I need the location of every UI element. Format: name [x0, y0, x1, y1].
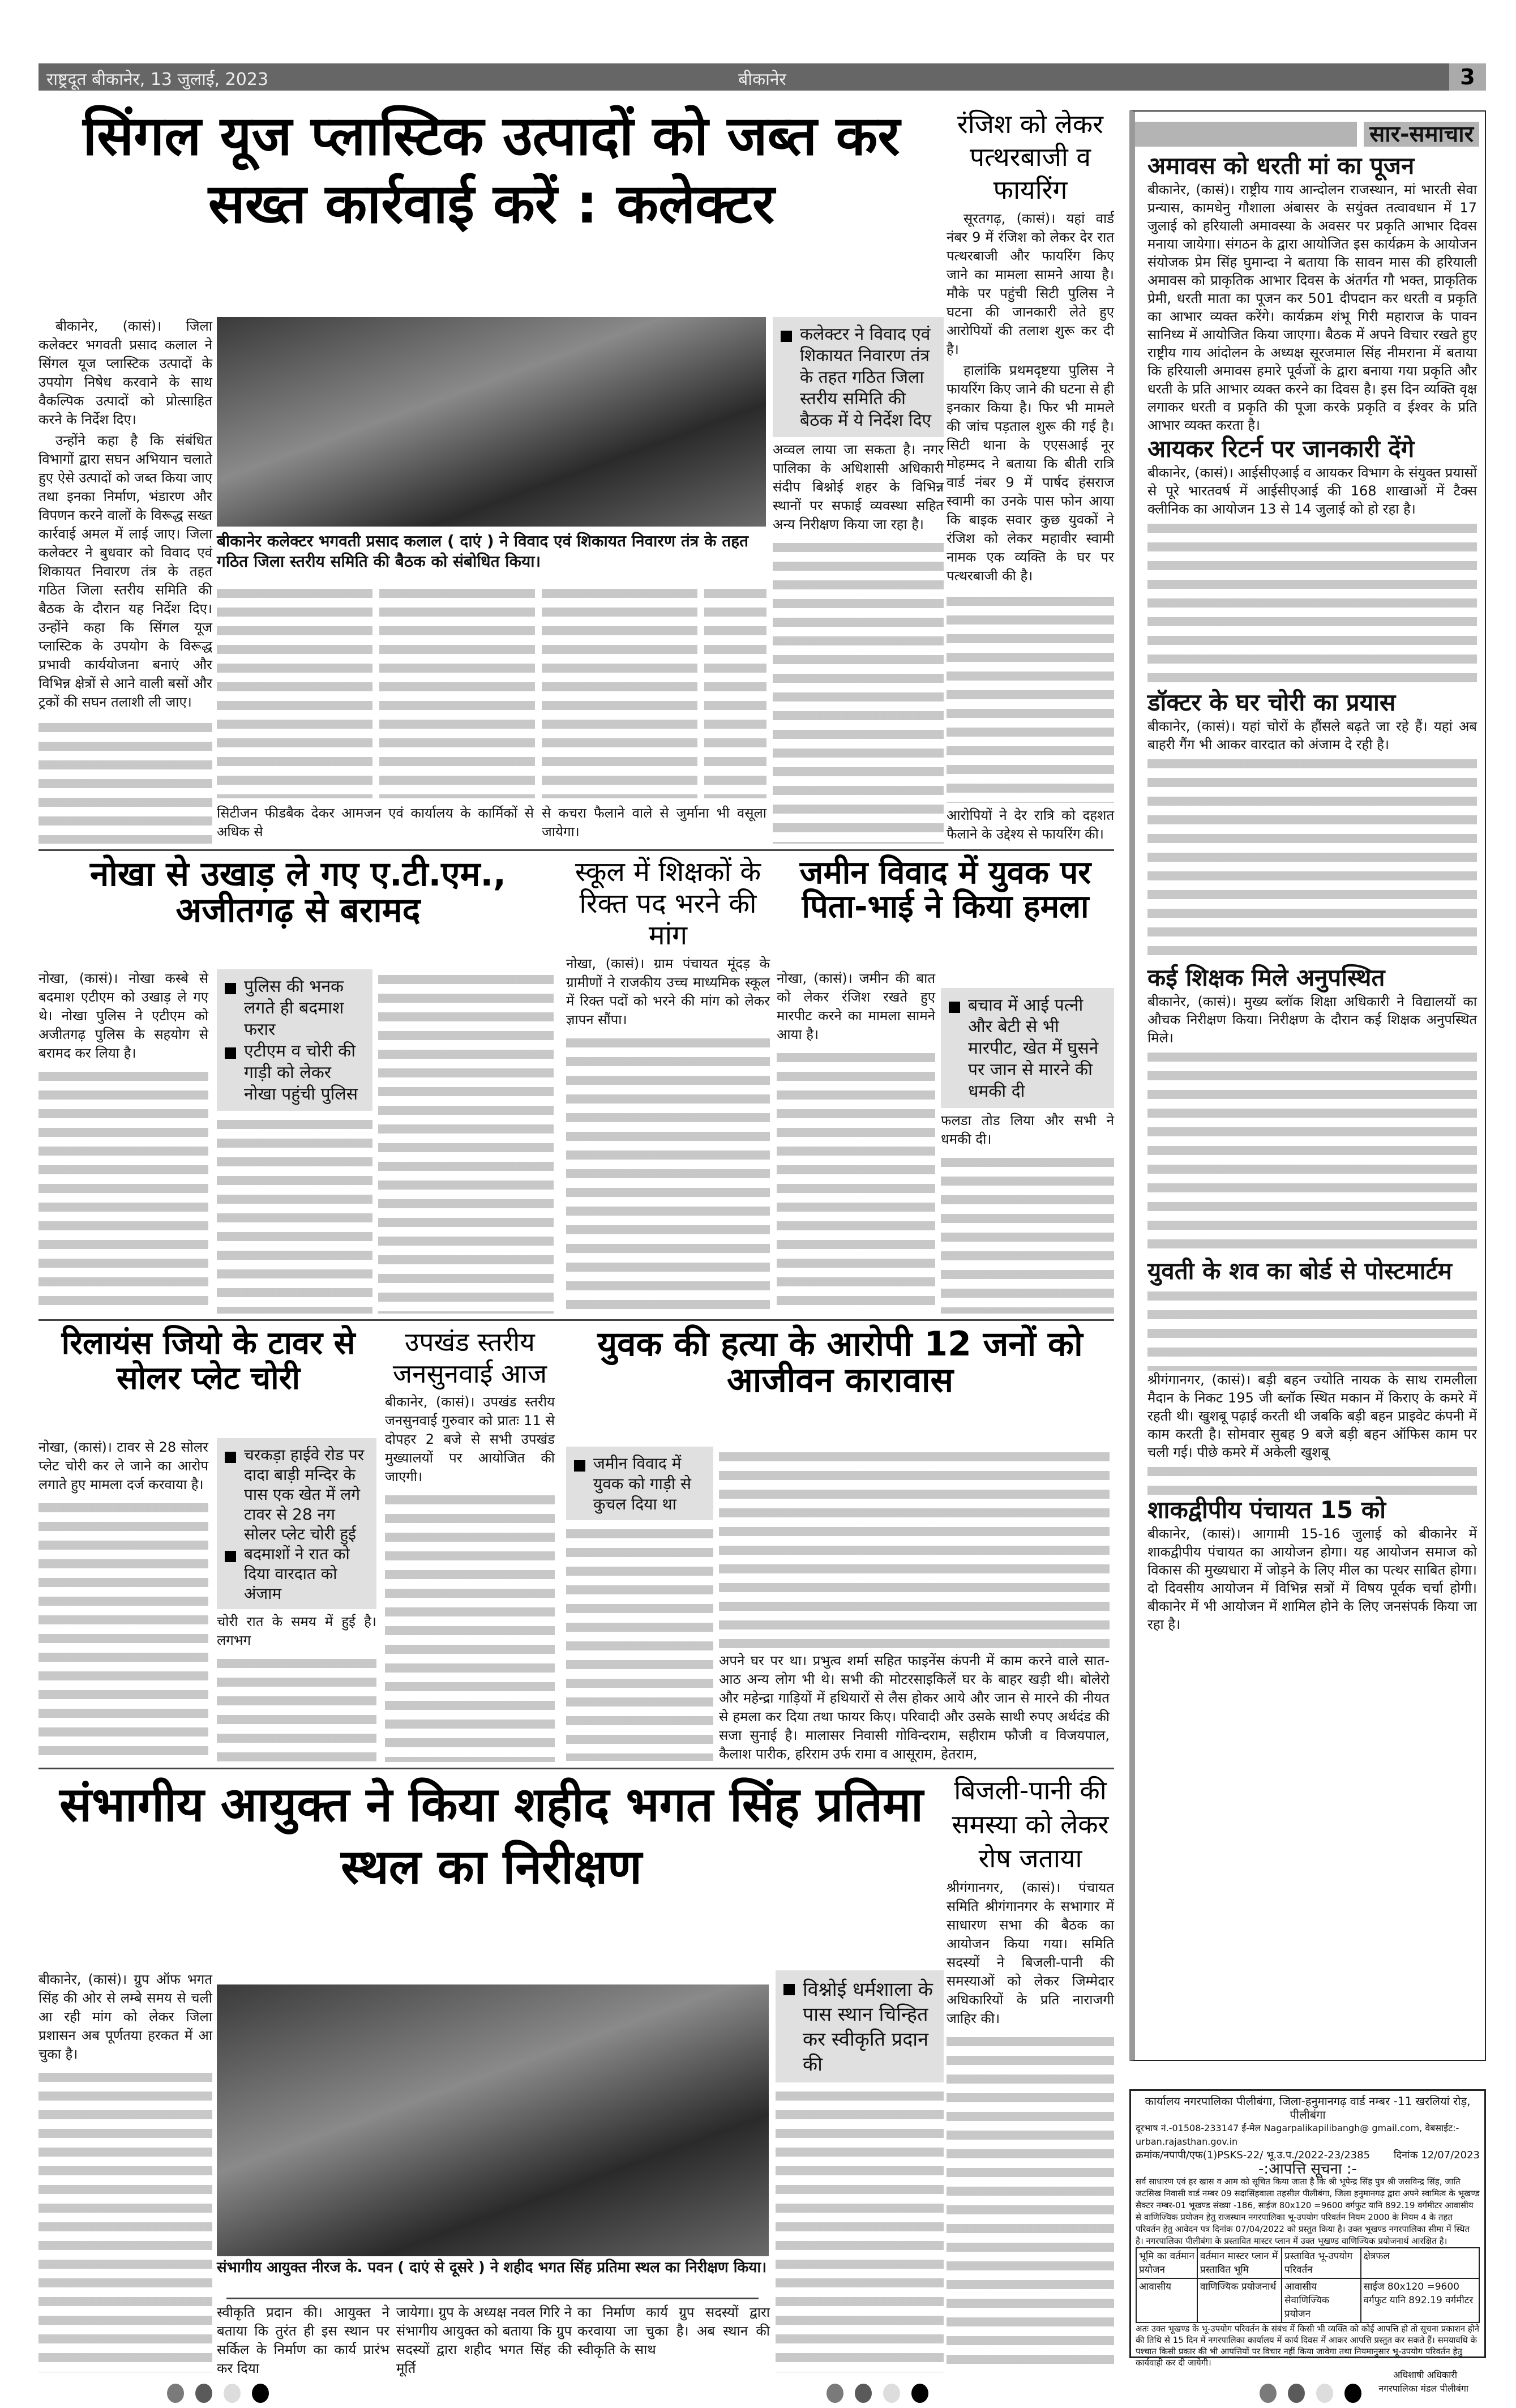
divider: [38, 849, 1114, 851]
hearing-body: बीकानेर, (कासं)। उपखंड स्तरीय जनसुनवाई गुरुवार को प्रातः 11 से दोपहर 2 बजे से सभी उपखंड मुख्यालयों पर आयोजित की जाएगी।: [385, 1394, 555, 1485]
jio-highlight: बदमाशों ने रात को दिया वारदात को अंजाम: [244, 1545, 350, 1603]
table-header: वर्तमान मास्टर प्लान में प्रस्तावित भूमि: [1197, 2248, 1282, 2278]
commissioner-highlight-box: [776, 1970, 944, 2082]
nokha-highlight: पुलिस की भनक लगते ही बदमाश फरार: [244, 977, 344, 1040]
registration-dot: [1288, 2384, 1305, 2403]
nokha-highlight-box: [217, 969, 372, 1111]
land-body: नोखा, (कासं)। जमीन की बात को लेकर रंजिश रखते हुए मारपीट करने का मामला सामने आया है।: [777, 970, 935, 1042]
lead-highlight-box: [773, 317, 944, 437]
text-column: [385, 1490, 555, 1762]
brief-headline: युवती के शव का बोर्ड से पोस्टमार्टम: [1147, 1257, 1452, 1285]
brief-body: श्रीगंगानगर, (कासं)। बड़ी बहन ज्योति नायक के साथ रामलीला मैदान के निकट 195 जी ब्लॉक स्थित मकान में किराए के कमरे में रहती थी। खुशबू पढ़ाई करती थी जबकि बड़ी बहन प्राइवेट कंपनी में काम करती है। सोमवार सुबह 9 बजे बड़ी बहन ऑफिस काम पर चली गई। पीछे कमरे में अकेली खुशबू: [1147, 1372, 1477, 1460]
murder-highlight: जमीन विवाद में युवक को गाड़ी से कुचल दिया था: [593, 1454, 691, 1513]
firing-paragraph: सूरतगढ़, (कासं)। यहां वार्ड नंबर 9 में रंजिश को लेकर देर रात पत्थरबाजी और फायरिंग किए जाने का मामला सामने आया है। मौके पर पहुंची सिटी पुलिस ने घटना की जानकारी लेते हुए आरोपियों की तलाश शुरू कर दी है।: [947, 211, 1114, 357]
text-column: [1147, 1047, 1477, 1256]
registration-dot: [826, 2384, 843, 2403]
text-column: [1147, 518, 1477, 688]
lead-paragraph: उन्होंने कहा है कि संबंधित विभागों द्वारा सघन अभियान चलाते हुए ऐसे उत्पादों को जब्त किया जाए तथा इनका निर्माण, भंडारण और विपणन करने वालों के विरूद्ध सख्त कार्रवाई अमल में लाई जाए। जिला कलेक्टर ने बुधवार को विवाद एवं शिकायत निवारण तंत्र के तहत गठित जिला स्तरीय समिति की बैठक के दौरान यह निर्देश दिए। उन्होंने कहा कि सिंगल यूज प्लास्टिक के उपयोग के विरूद्ध प्रभावी कार्ययोजना बनाएं और विभिन्न क्षेत्रों से आने वाली बसों और ट्रकों की सघन तलाशी ली जाए।: [38, 433, 212, 710]
text-column: [947, 2031, 1114, 2372]
bullet-square-icon: [574, 1460, 585, 1472]
jio-body: नोखा, (कासं)। टावर से 28 सोलर प्लेट चोरी कर ले जाने का आरोप लगाते हुए मामला दर्ज करवाया है।: [38, 1439, 208, 1492]
text-column: [379, 583, 535, 798]
bullet-square-icon: [949, 1002, 960, 1013]
lead-body-bottom: सिटीजन फीडबैक देकर आमजन एवं कार्यालय के कार्मिकों से अधिक से: [217, 805, 534, 840]
land-headline: जमीन विवाद में युवक पर पिता-भाई ने किया हमला: [799, 854, 1091, 925]
firing-paragraph: आरोपियों ने देर रात्रि को दहशत फैलाने के उद्देश्य से फायरिंग की।: [947, 807, 1114, 842]
text-column: [1147, 1461, 1477, 1495]
land-column-2: [941, 988, 1114, 1314]
jio-column-1: [38, 1438, 208, 1761]
lead-body-right: अव्वल लाया जा सकता है। नगर पालिका के अधिशासी अधिकारी संदीप बिश्नोई शहर के विभिन्न स्थानों पर सफाई व्यवस्था सहित अन्य निरीक्षण किया जा रहा है।: [773, 442, 944, 532]
registration-dot: [224, 2384, 241, 2403]
news-brief-sidebar: [1129, 110, 1486, 2061]
nokha-highlight: एटीएम व चोरी की गाड़ी को लेकर नोखा पहुंची पुलिस: [244, 1041, 358, 1104]
registration-dot: [883, 2384, 900, 2403]
page-number: 3: [1449, 63, 1486, 91]
brief-body: बीकानेर, (कासं)। आईसीएआई व आयकर विभाग के संयुक्त प्रयासों से पूरे भारतवर्ष में आईसीएआई की 168 शाखाओं में टैक्स क्लीनिक का आयोजन 13 से 14 जुलाई को हो रहा है।: [1147, 465, 1477, 517]
firing-paragraph: हालांकि प्रथमदृष्टया पुलिस ने फायरिंग किए जाने की घटना से ही इनकार किया है। फिर भी मामले की जांच पड़ताल शुरू की गई है। सिटी थाना के एएसआई नूर मोहम्मद ने बताया कि बीती रात्रि वार्ड नंबर 9 में पार्षद हंसराज स्वामी का उनके पास फोन आया कि बाइक सवार कुछ युवकों ने रंजिश को लेकर महावीर स्वामी नामक एक व्यक्ति के घर पर पत्थरबाजी की है।: [947, 362, 1114, 584]
nokha-column-2: [217, 969, 372, 1314]
jio-highlight-box: [217, 1438, 376, 1609]
text-column: [1147, 754, 1477, 963]
firing-column: [947, 108, 1114, 844]
text-column: [1147, 1286, 1477, 1371]
text-column: [542, 583, 697, 798]
brief-headline: डॉक्टर के घर चोरी का प्रयास: [1147, 688, 1396, 716]
registration-dot: [167, 2384, 184, 2403]
divider: [38, 1319, 1114, 1321]
table-header: भूमि का वर्तमान प्रयोजन: [1136, 2248, 1197, 2278]
registration-dot: [911, 2384, 928, 2403]
text-column: [38, 1066, 208, 1314]
murder-headline: युवक की हत्या के आरोपी 12 जनों को आजीवन कारावास: [597, 1324, 1083, 1400]
commissioner-headline: संभागीय आयुक्त ने किया शहीद भगत सिंह प्रतिमा स्थल का निरीक्षण: [59, 1777, 923, 1894]
nokha-headline: नोखा से उखाड़ ले गए ए.टी.एम., अजीतगढ़ से बरामद: [90, 854, 506, 930]
registration-dot: [252, 2384, 269, 2403]
notice-text: सर्व साधारण एवं हर खास व आम को सूचित किया जाता है कि श्री भूपेन्द्र सिंह पुत्र श्री जसविन्द्र सिंह, जाति जटसिख निवासी वार्ड नम्बर 09 सदासिंहवाला तहसील पीलीबंगा, जिला हनुमानगढ़ द्वारा अपने स्वामित्व के भूखण्ड सैक्टर नम्बर-01 भूखण्ड संख्या -186, साईज 80x120 =9600 वर्गफुट यानि 892.19 वर्गमीटर आवासीय से वाणिज्यिक प्रयोजन हेतु राजस्थान नगरपालिका भू-उपयोग परिवर्तन नियम 2000 के नियम 4 के तहत परिवर्तन हेतु आवेदन पत्र दिनांक 07/04/2022 को प्रस्तुत किया है। उक्त भूखण्ड नगरपालिका सीमा में स्थित है। नगरपालिका पीलीबंगा के प्रस्तावित मास्टर प्लान में उक्त भूखण्ड वाणिज्यिक प्रयोजनार्थ आरक्षित है।: [1136, 2176, 1480, 2246]
notice-date: दिनांक 12/07/2023: [1393, 2149, 1480, 2161]
jio-highlight: चरकड़ा हाईवे रोड पर दादा बाड़ी मन्दिर के पास एक खेत में लगे टावर से 28 नग सोलर प्लेट चोरी हुई: [244, 1445, 365, 1543]
commissioner-body-bottom: का निर्माण कार्य ग्रुप सदस्यों द्वारा करवाया जा चुका है। अब स्थान की स्वीकृति के साथ: [577, 2304, 770, 2358]
public-notice-ad: [1129, 2089, 1486, 2394]
text-column: [777, 1047, 935, 1314]
brief-body: बीकानेर, (कासं)। आगामी 15-16 जुलाई को बीकानेर में शाकद्वीपीय पंचायत का आयोजन होगा। यह आयोजन समाज को विकास की मुख्यधारा में जोड़ने के लिए मील का पत्थर साबित होगा। दो दिवसीय आयोजन में विभिन्न सत्रों में विषय पूर्वक चर्चा होगी। बीकानेर में भी आयोजन में शामिल होने के लिए जनसंपर्क किया जा रहा है।: [1147, 1526, 1477, 1632]
table-cell: आवासीय: [1136, 2278, 1197, 2323]
land-highlight-box: [941, 988, 1114, 1108]
sidebar-label: सार-समाचार: [1364, 122, 1479, 147]
firing-headline: रंजिश को लेकर पत्थरबाजी व फायरिंग: [957, 109, 1103, 205]
table-cell: आवासीय सेवाणिज्यिक प्रयोजन: [1282, 2278, 1361, 2323]
lead-paragraph: बीकानेर, (कासं)। जिला कलेक्टर भगवती प्रसाद कलाल ने सिंगल यूज प्लास्टिक उत्पादों के उपयोग निषेध करवाने के साथ वैकल्पिक उत्पादों को प्रोत्साहित करने के निर्देश दिए।: [38, 318, 212, 427]
school-column: [566, 856, 770, 1314]
land-column-1: [777, 969, 935, 1314]
hearing-column: [385, 1326, 555, 1762]
table-cell: साईज 80x120 =9600 वर्गफुट यानि 892.19 वर्गमीटर: [1361, 2278, 1479, 2323]
lead-photo-caption: बीकानेर कलेक्टर भगवती प्रसाद कलाल ( दाएं ) ने विवाद एवं शिकायत निवारण तंत्र के तहत गठित जिला स्तरीय समिति की बैठक को संबोधित किया।: [217, 532, 749, 571]
text-column: [38, 1498, 208, 1761]
brief-body: बीकानेर, (कासं)। मुख्य ब्लॉक शिक्षा अधिकारी ने विद्यालयों का औचक निरीक्षण किया। निरीक्षण के दौरान कई शिक्षक अनुपस्थित मिले।: [1147, 994, 1477, 1046]
lead-body-col1: [38, 317, 212, 844]
school-body: नोखा, (कासं)। ग्राम पंचायत मूंदड़ के ग्रामीणों ने राजकीय उच्च माध्यमिक स्कूल में रिक्त पदों को भरने की मांग को लेकर ज्ञापन सौंपा।: [566, 956, 770, 1028]
lead-body-bottom: से कचरा फैलाने वाले से जुर्माना भी वसूला जायेगा।: [542, 805, 766, 840]
brief-headline: कई शिक्षक मिले अनुपस्थित: [1147, 964, 1385, 991]
lead-highlight: कलेक्टर ने विवाद एवं शिकायत निवारण तंत्र के तहत गठित जिला स्तरीय समिति की बैठक में ये निर्देश दिए: [800, 324, 932, 430]
notice-ref: क्रमांक/नपापी/एफ(1)PSKS-22/ भू.उ.प./2022-23/2385: [1136, 2149, 1371, 2161]
land-body-after: फलडा तोड लिया और सभी ने धमकी दी।: [941, 1113, 1114, 1147]
power-column: [947, 1773, 1114, 2372]
murder-column-2: [719, 1447, 1110, 1764]
murder-body: अपने घर पर था। प्रभुत्व शर्मा सहित फाइनेंस कंपनी में काम करने वाले सात-आठ अन्य लोग भी थे। सभी की मोटरसाइकिलें घर के बाहर खड़ी थी। बोलेरो और महेन्द्रा गाड़ियों में हथियारों से लैस होकर आये और जान से मारने की नीयत से हमला कर दिया तथा फायर किए। परिवादी और उसके साथी रुपए अर्थदंड की सजा सुनाई है। मालासर निवासी गोविन्दराम, सहीराम फौजी व विजयपाल, कैलाश पारीक, हरिराम उर्फ रामा व आसूराम, हेतराम,: [719, 1653, 1110, 1762]
brief-headline: आयकर रिटर्न पर जानकारी देंगे: [1147, 435, 1415, 463]
text-column: [773, 537, 944, 844]
text-column: [38, 2067, 212, 2372]
jio-body-after: चोरी रात के समय में हुई है। लगभग: [217, 1614, 376, 1648]
text-column: [776, 2086, 944, 2372]
bullet-square-icon: [783, 1984, 795, 1995]
text-column: [378, 969, 554, 1314]
commissioner-column-right: [776, 1970, 944, 2372]
nokha-column-1: [38, 969, 208, 1314]
registration-dot: [1344, 2384, 1361, 2403]
divider: [38, 1768, 1114, 1769]
commissioner-photo-caption: संभागीय आयुक्त नीरज के. पवन ( दाएं से दूसरे ) ने शहीद भगत सिंह प्रतिमा स्थल का निरीक्षण किया।: [217, 2259, 767, 2276]
commissioner-photo: [217, 1984, 769, 2256]
lead-headline: सिंगल यूज प्लास्टिक उत्पादों को जब्त कर सख्त कार्रवाई करें : कलेक्टर: [83, 104, 900, 236]
murder-highlight-box: [566, 1447, 713, 1520]
nokha-body: नोखा, (कासं)। नोखा कस्बे से बदमाश एटीएम को उखाड़ ले गए थे। नोखा पुलिस ने एटीएम को अजीतगढ़ पुलिस के सहयोग से बरामद कर लिया है।: [38, 970, 208, 1061]
notice-table: [1136, 2247, 1480, 2323]
notice-contact: दूरभाष नं.-01508-233147 ई-मेल Nagarpalikapilibangh@ gmail.com, वेबसाईट:- urban.rajasthan.gov.in: [1136, 2123, 1459, 2147]
registration-dot: [195, 2384, 212, 2403]
lead-right-column: [773, 317, 944, 844]
table-cell: वाणिज्यिक प्रयोजनार्थ: [1197, 2278, 1282, 2323]
bullet-square-icon: [225, 1551, 236, 1562]
brief-headline: शाकद्वीपीय पंचायत 15 को: [1147, 1496, 1386, 1524]
section-name: बीकानेर: [738, 70, 786, 89]
brief-headline: अमावस को धरती मां का पूजन: [1147, 152, 1415, 179]
divider: [226, 2298, 759, 2299]
table-header: प्रस्तावित भू-उपयोग परिवर्तन: [1282, 2248, 1361, 2278]
registration-dot: [855, 2384, 872, 2403]
text-column: [566, 1033, 770, 1314]
text-column: [704, 583, 766, 798]
bullet-square-icon: [225, 1452, 236, 1463]
murder-column-1: [566, 1447, 713, 1761]
brief-body: बीकानेर, (कासं)। राष्ट्रीय गाय आन्दोलन राजस्थान, मां भारती सेवा प्रन्यास, कामधेनु गौशाला अंबासर के सयुंक्त तत्वावधान में 17 जुलाई को हरियाली अमावस्या के अवसर पर प्रकृति आभार दिवस मनाया जायेगा। संगठन के द्वारा आयोजित इस कार्यक्रम के आयोजन संयोजक प्रेम सिंह घुमान्दा ने बताया कि सावन मास की हरियाली अमावस को प्राकृतिक आभार दिवस के अंतर्गत गौ भक्त, प्राकृतिक प्रेमी, धरती माता का पूजन कर 501 दीपदान कर धरती व प्रकृति का आभार व्यक्त करेंगे। कार्यक्रम शंभू गिरी महाराज के पावन सानिध्य में आयोजित किया जाएगा। बैठक में अपने विचार रखते हुए राष्ट्रीय गाय आंदोलन के अध्यक्ष सूरजमाल सिंह नीमराना में बताया कि हरियाली अमावस हमारे पूर्वजों के द्वारा बनाया गया प्रकृति और धरती के प्रति आभार व्यक्त करने का दिवस है। इस दिन व्यक्ति वृक्ष लगाकर धरती व प्रकृति की पूजा करके प्रकृति व ईश्वर के प्रति आभार व्यक्त करता है।: [1147, 182, 1477, 433]
page-header: [38, 63, 1486, 91]
bullet-square-icon: [225, 1047, 236, 1059]
table-header: क्षेत्रफल: [1361, 2248, 1479, 2278]
text-column: [217, 1114, 372, 1314]
notice-office: कार्यालय नगरपालिका पीलीबंगा, जिला-हनुमानगढ़ वार्ड नम्बर -11 खरलियां रोड़, पीलीबंगा: [1145, 2094, 1471, 2122]
commissioner-column-1: [38, 1970, 212, 2372]
notice-signatory: अधिशाषी अधिकारी: [1393, 2369, 1457, 2380]
jio-column-2: [217, 1438, 376, 1764]
text-column: [941, 1152, 1114, 1314]
text-column: [719, 1447, 1110, 1648]
registration-dot: [1260, 2384, 1277, 2403]
land-highlight: बचाव में आई पत्नी और बेटी से भी मारपीट, खेत में घुसने पर जान से मारने की धमकी दी: [968, 995, 1099, 1101]
power-body: श्रीगंगानगर, (कासं)। पंचायत समिति श्रीगंगानगर के सभागार में साधारण सभा की बैठक का आयोजन किया गया। समिति सदस्यों ने बिजली-पानी की समस्याओं को लेकर जिम्मेदार अधिकारियों के प्रति नाराजगी जाहिर की।: [947, 1880, 1114, 2026]
text-column: [217, 583, 372, 798]
label-bar: [1135, 122, 1357, 147]
lead-photo: [217, 317, 766, 527]
brief-body: बीकानेर, (कासं)। यहां चोरों के हौंसले बढ़ते जा रहे हैं। यहां अब बाहरी गैंग भी आकर वारदात को अंजाम दे रही है।: [1147, 718, 1477, 752]
power-headline: बिजली-पानी की समस्या को लेकर रोष जताया: [952, 1775, 1109, 1874]
notice-footer: अतः उक्त भूखण्ड के भू-उपयोग परिवर्तन के संबंध में किसी भी व्यक्ति को कोई आपत्ति हो तो सूचना प्रकाशन होने की तिथि से 15 दिन में नगरपालिका कार्यालय में कार्य दिवस में आकर आपत्ति प्रस्तुत कर सकते हैं। समयावधि के पश्चात किसी प्रकार की भी आपत्तियों पर विचार नहीं किया जावेगा तथा नियमानुसार भू-उपयोग परिवर्तन हेतु कार्यवाही कर दी जायेगी।: [1136, 2324, 1480, 2368]
text-column: [566, 1524, 713, 1761]
school-headline: स्कूल में शिक्षकों के रिक्त पद भरने की मांग: [575, 856, 761, 951]
paper-date: राष्ट्रदूत बीकानेर, 13 जुलाई, 2023: [46, 70, 269, 89]
commissioner-body-bottom: जायेगा। ग्रुप के अध्यक्ष नवल गिरि ने संभागीय आयुक्त को बताया कि ग्रुप सदस्यों द्वारा शहीद भगत सिंह की मूर्ति: [396, 2304, 572, 2376]
commissioner-highlight: विश्नोई धर्मशाला के पास स्थान चिन्हित कर स्वीकृति प्रदान की: [803, 1978, 933, 2076]
notice-title: -:आपत्ति सूचना :-: [1258, 2161, 1357, 2178]
commissioner-body: बीकानेर, (कासं)। ग्रुप ऑफ भगत सिंह की ओर से लम्बे समय से चली आ रही मांग को लेकर जिला प्रशासन अब पूर्णतया हरकत में आ चुका है।: [38, 1971, 212, 2062]
registration-dot: [1316, 2384, 1333, 2403]
bullet-square-icon: [781, 331, 792, 342]
bullet-square-icon: [225, 983, 236, 994]
text-column: [38, 717, 212, 844]
text-column: [947, 591, 1114, 803]
hearing-headline: उपखंड स्तरीय जनसुनवाई आज: [392, 1327, 547, 1389]
jio-headline: रिलायंस जियो के टावर से सोलर प्लेट चोरी: [61, 1325, 356, 1397]
text-column: [217, 1653, 376, 1764]
notice-signatory-office: नगरपालिका मंडल पीलीबंगा: [1378, 2383, 1468, 2394]
commissioner-body-bottom: स्वीकृति प्रदान की। आयुक्त ने बताया कि तुरंत ही इस स्थान पर सर्किल के निर्माण का कार्य प्रारंभ कर दिया: [217, 2304, 389, 2376]
